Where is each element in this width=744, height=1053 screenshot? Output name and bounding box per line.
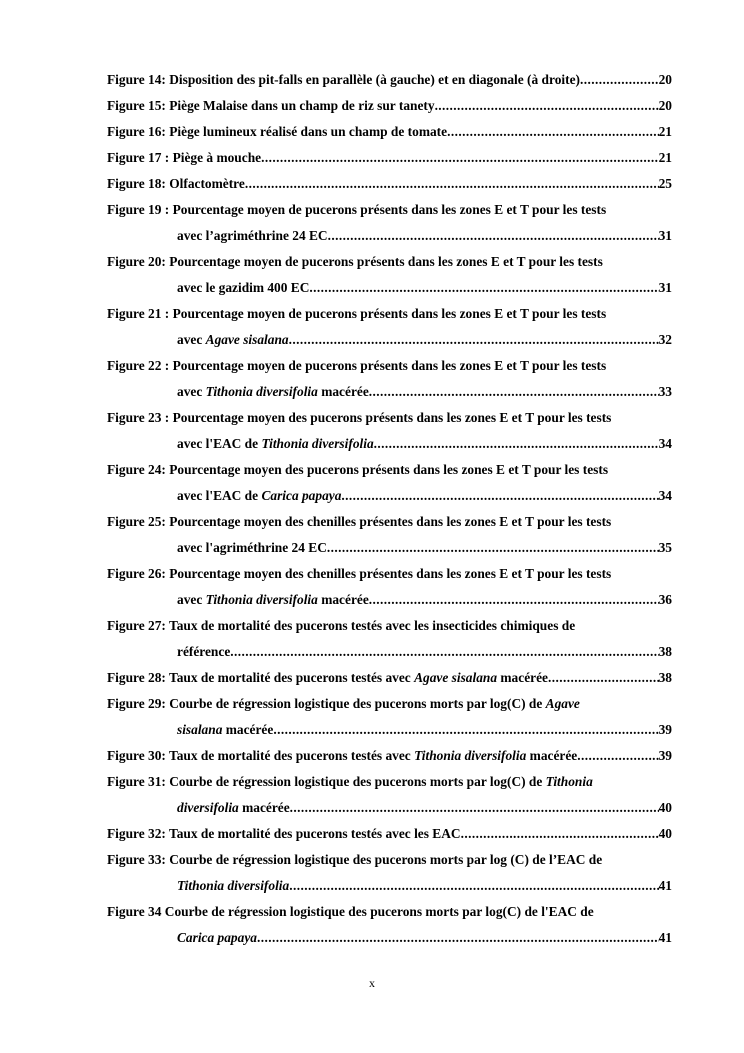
toc-page-number: 40 (658, 826, 672, 841)
toc-page-number: 31 (658, 280, 672, 295)
toc-page-number: 34 (658, 436, 672, 451)
toc-page-number: 20 (658, 72, 672, 87)
toc-entry[interactable] (107, 171, 672, 197)
entry-text-segment: Figure 16: Piège lumineux réalisé dans un champ de tomate (107, 124, 448, 139)
toc-entry[interactable] (107, 535, 672, 561)
dot-leader (374, 431, 659, 457)
entry-text-segment: Figure 18: Olfactomètre (107, 176, 245, 191)
list-of-figures (107, 67, 672, 951)
entry-text-segment: avec l'agriméthrine 24 EC (177, 540, 327, 555)
toc-entry-caption-line (107, 613, 672, 639)
entry-text-segment: Tithonia diversifolia (205, 384, 318, 399)
entry-text-segment: macérée (317, 592, 369, 607)
toc-entry[interactable] (107, 665, 672, 691)
entry-text-segment: Figure 32: Taux de mortalité des pucerons testés avec les EAC (107, 826, 461, 841)
toc-page-number: 21 (658, 150, 672, 165)
toc-page-number: 39 (658, 722, 672, 737)
entry-text-segment: Carica papaya (177, 930, 257, 945)
entry-text-segment: Figure 27: Taux de mortalité des pucerons testés avec les insecticides chimiques de (107, 618, 576, 633)
toc-entry-caption-line (107, 457, 672, 483)
toc-page-number: 35 (658, 540, 672, 555)
entry-text-segment: Agave (545, 696, 580, 711)
toc-page-number: 31 (658, 228, 672, 243)
entry-text-segment: macérée (222, 722, 274, 737)
entry-text-segment: avec l’agriméthrine 24 EC (177, 228, 328, 243)
dot-leader (273, 717, 658, 743)
entry-text-segment: macérée (317, 384, 369, 399)
toc-entry[interactable] (107, 743, 672, 769)
entry-text-segment: Tithonia (545, 774, 593, 789)
toc-entry[interactable] (107, 93, 672, 119)
toc-page-number: 38 (658, 670, 672, 685)
entry-text-segment: Figure 31: Courbe de régression logistique des pucerons morts par log(C) de (107, 774, 546, 789)
dot-leader (289, 327, 659, 353)
dot-leader (580, 67, 659, 93)
toc-entry-caption-line (107, 691, 672, 717)
toc-entry-caption-line (107, 561, 672, 587)
entry-text-segment: Figure 33: Courbe de régression logistique des pucerons morts par log (C) de l’EAC de (107, 852, 603, 867)
toc-page-number: 25 (658, 176, 672, 191)
entry-text-segment: Figure 30: Taux de mortalité des pucerons testés avec (107, 748, 415, 763)
toc-page-number: 40 (658, 800, 672, 815)
toc-entry[interactable] (107, 379, 672, 405)
toc-page-number: 33 (658, 384, 672, 399)
toc-entry-caption-line (107, 847, 672, 873)
toc-entry[interactable] (107, 223, 672, 249)
entry-text-segment: Figure 14: Disposition des pit-falls en parallèle (à gauche) et en diagonale (à droite) (107, 72, 580, 87)
dot-leader (309, 275, 658, 301)
toc-entry[interactable] (107, 119, 672, 145)
entry-text-segment: diversifolia (177, 800, 239, 815)
toc-entry[interactable] (107, 795, 672, 821)
toc-page-number: 20 (658, 98, 672, 113)
dot-leader (461, 821, 659, 847)
entry-text-segment: avec (177, 592, 206, 607)
entry-text-segment: macérée (526, 748, 578, 763)
dot-leader (261, 145, 659, 171)
toc-entry-caption-line (107, 405, 672, 431)
entry-text-segment: Figure 24: Pourcentage moyen des pucerons présents dans les zones E et T pour les tests (107, 462, 609, 477)
entry-text-segment: Figure 17 : Piège à mouche (107, 150, 262, 165)
toc-page-number: 21 (658, 124, 672, 139)
dot-leader (577, 743, 658, 769)
toc-entry-caption-line (107, 509, 672, 535)
dot-leader (548, 665, 659, 691)
entry-text-segment: avec (177, 384, 206, 399)
toc-entry-caption-line (107, 197, 672, 223)
entry-text-segment: Figure 23 : Pourcentage moyen des pucerons présents dans les zones E et T pour les tests (107, 410, 612, 425)
entry-text-segment: Figure 25: Pourcentage moyen des chenilles présentes dans les zones E et T pour les tests (107, 514, 612, 529)
entry-text-segment: Figure 20: Pourcentage moyen de pucerons présents dans les zones E et T pour les tests (107, 254, 603, 269)
toc-entry-caption-line (107, 769, 672, 795)
toc-entry[interactable] (107, 275, 672, 301)
toc-entry[interactable] (107, 821, 672, 847)
entry-text-segment: Carica papaya (261, 488, 342, 503)
entry-text-segment: macérée (497, 670, 548, 685)
entry-text-segment: Agave sisalana (414, 670, 498, 685)
dot-leader (289, 873, 658, 899)
dot-leader (447, 119, 659, 145)
dot-leader (327, 535, 659, 561)
toc-entry[interactable] (107, 925, 672, 951)
entry-text-segment: avec (177, 332, 206, 347)
entry-text-segment: Tithonia diversifolia (414, 748, 527, 763)
toc-entry-caption-line (107, 249, 672, 275)
entry-text-segment: avec l'EAC de (177, 436, 262, 451)
toc-entry-caption-line (107, 301, 672, 327)
dot-leader (328, 223, 659, 249)
dot-leader (369, 587, 659, 613)
entry-text-segment: avec l'EAC de (177, 488, 262, 503)
entry-text-segment: Figure 29: Courbe de régression logistique des pucerons morts par log(C) de (107, 696, 546, 711)
toc-page-number: 38 (658, 644, 672, 659)
entry-text-segment: Figure 21 : Pourcentage moyen de pucerons présents dans les zones E et T pour les tests (107, 306, 607, 321)
entry-text-segment: référence (177, 644, 231, 659)
toc-entry[interactable] (107, 717, 672, 743)
toc-entry[interactable] (107, 145, 672, 171)
toc-entry-caption-line (107, 353, 672, 379)
entry-text-segment: Figure 22 : Pourcentage moyen de pucerons présents dans les zones E et T pour les tests (107, 358, 607, 373)
entry-text-segment: Figure 19 : Pourcentage moyen de pucerons présents dans les zones E et T pour les tests (107, 202, 607, 217)
dot-leader (435, 93, 659, 119)
dot-leader (290, 795, 659, 821)
dot-leader (341, 483, 658, 509)
toc-page-number: 36 (658, 592, 672, 607)
toc-entry[interactable] (107, 431, 672, 457)
toc-page-number: 34 (658, 488, 672, 503)
entry-text-segment: macérée (238, 800, 290, 815)
entry-text-segment: Figure 34 Courbe de régression logistique des pucerons morts par log(C) de l'EAC de (107, 904, 594, 919)
toc-page-number: 32 (658, 332, 672, 347)
entry-text-segment: sisalana (177, 722, 223, 737)
toc-entry[interactable] (107, 639, 672, 665)
entry-text-segment: Agave sisalana (205, 332, 289, 347)
entry-text-segment: avec le gazidim 400 EC (177, 280, 310, 295)
toc-entry[interactable] (107, 67, 672, 93)
page-number: x (369, 976, 375, 990)
toc-entry-caption-line (107, 899, 672, 925)
entry-text-segment: Tithonia diversifolia (177, 878, 290, 893)
dot-leader (257, 925, 659, 951)
toc-entry[interactable] (107, 873, 672, 899)
entry-text-segment: Figure 26: Pourcentage moyen des chenilles présentes dans les zones E et T pour les tests (107, 566, 612, 581)
toc-entry[interactable] (107, 483, 672, 509)
toc-entry[interactable] (107, 327, 672, 353)
toc-page-number: 39 (658, 748, 672, 763)
toc-entry[interactable] (107, 587, 672, 613)
toc-page-number: 41 (658, 930, 672, 945)
entry-text-segment: Figure 28: Taux de mortalité des pucerons testés avec (107, 670, 415, 685)
dot-leader (369, 379, 659, 405)
toc-page-number: 41 (658, 878, 672, 893)
entry-text-segment: Tithonia diversifolia (261, 436, 374, 451)
entry-text-segment: Tithonia diversifolia (205, 592, 318, 607)
entry-text-segment: Figure 15: Piège Malaise dans un champ de riz sur tanety (107, 98, 435, 113)
dot-leader (245, 171, 659, 197)
dot-leader (230, 639, 658, 665)
